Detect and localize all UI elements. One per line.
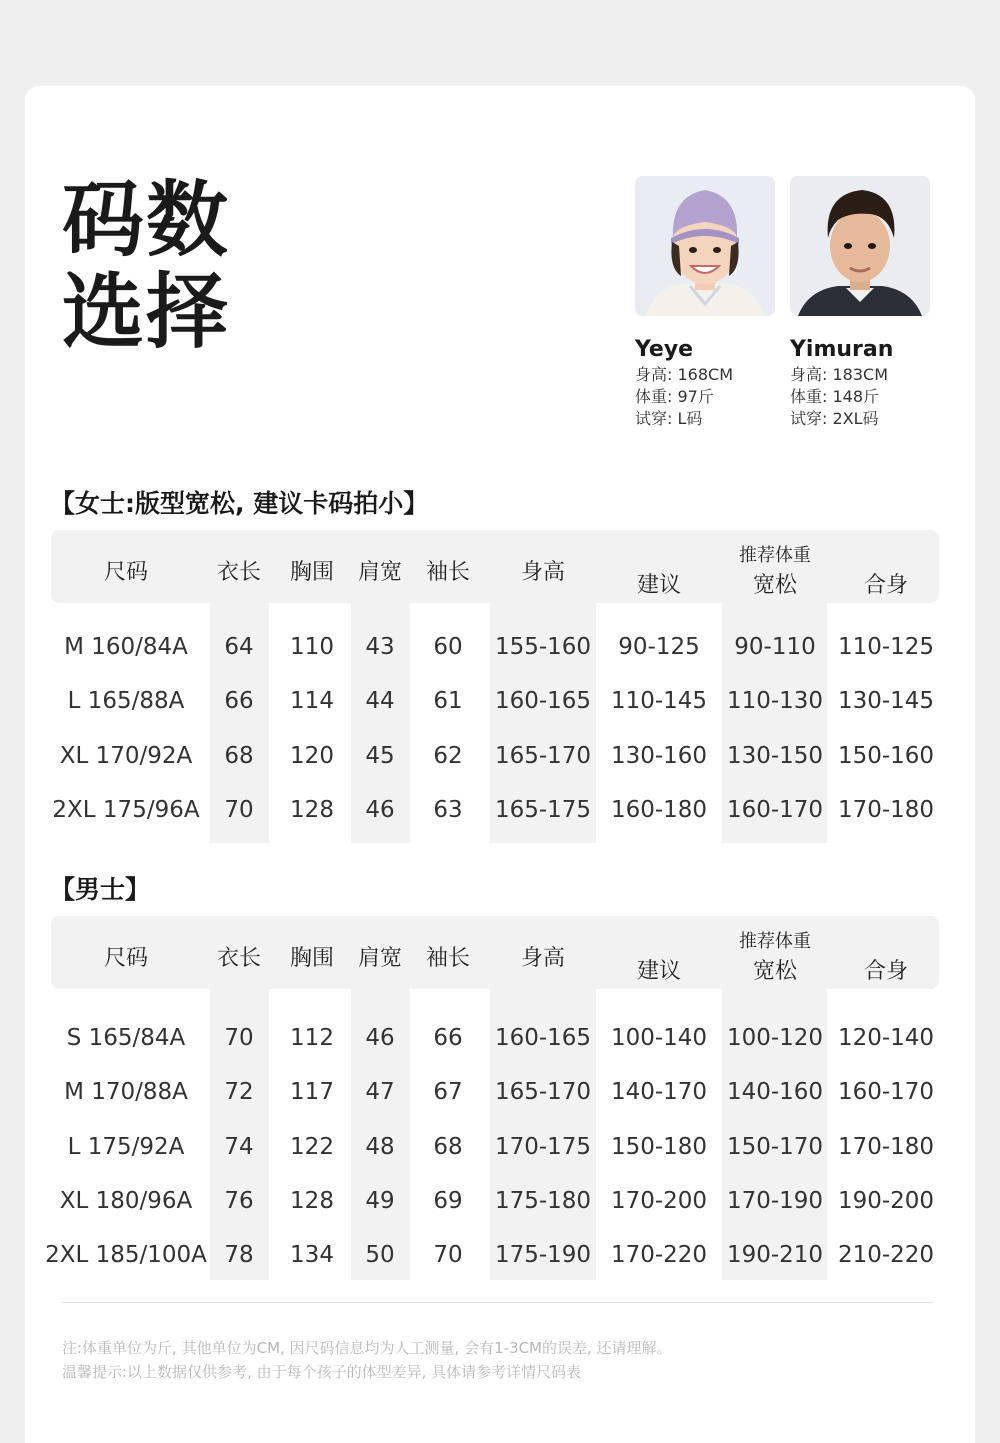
cell-height: 160-165 [494, 688, 592, 715]
cell-length: 66 [224, 688, 254, 715]
cell-fit: 210-220 [837, 1242, 935, 1269]
cell-fit: 190-200 [837, 1187, 935, 1214]
model-card-yeye [635, 176, 775, 430]
cell-size: S 165/84A [66, 1025, 186, 1051]
header-weight-group: 推荐体重 [739, 931, 811, 952]
cell-shoulder: 50 [365, 1242, 395, 1269]
cell-chest: 117 [290, 1079, 334, 1106]
cell-sleeve: 60 [433, 634, 463, 660]
cell-chest: 112 [290, 1025, 334, 1051]
cell-shoulder: 48 [365, 1133, 395, 1160]
cell-chest: 128 [290, 1187, 334, 1214]
cell-length: 70 [224, 1025, 254, 1051]
header-chest: 胸围 [289, 946, 334, 971]
cell-sleeve: 66 [433, 1025, 463, 1051]
cell-height: 175-180 [494, 1187, 592, 1214]
cell-fit: 110-125 [837, 634, 935, 660]
cell-fit: 120-140 [837, 1025, 935, 1051]
cell-size: L 165/88A [67, 688, 185, 715]
header-size: 尺码 [103, 946, 148, 971]
column-shade [722, 976, 827, 1280]
cell-suggest: 110-145 [610, 688, 708, 715]
cell-size: XL 170/92A [59, 742, 193, 769]
cell-size: M 170/88A [64, 1079, 188, 1106]
header-fit: 合身 [863, 573, 908, 598]
model-height: 身高: 183CM [790, 365, 888, 384]
header-shoulder: 肩宽 [357, 946, 402, 971]
model-weight: 体重: 148斤 [790, 387, 880, 406]
model-photo [635, 176, 775, 316]
column-shade [210, 976, 269, 1280]
cell-size: XL 180/96A [59, 1187, 193, 1214]
cell-suggest: 100-140 [610, 1025, 708, 1051]
cell-size: 2XL 185/100A [45, 1242, 207, 1269]
cell-fit: 150-160 [837, 742, 935, 769]
women-section-title: 【女士:版型宽松, 建议卡码拍小】 [50, 489, 429, 518]
cell-length: 74 [224, 1133, 254, 1160]
cell-height: 170-175 [494, 1133, 592, 1160]
cell-size: 2XL 175/96A [52, 796, 200, 823]
cell-suggest: 170-200 [610, 1187, 708, 1214]
cell-loose: 90-110 [734, 634, 816, 660]
cell-suggest: 170-220 [610, 1242, 708, 1269]
cell-length: 78 [224, 1242, 254, 1269]
header-height: 身高 [520, 560, 565, 585]
cell-sleeve: 67 [433, 1079, 463, 1106]
cell-sleeve: 61 [433, 688, 463, 715]
cell-shoulder: 47 [365, 1079, 395, 1106]
cell-sleeve: 62 [433, 742, 463, 769]
cell-loose: 110-130 [726, 688, 824, 715]
cell-fit: 160-170 [837, 1079, 935, 1106]
model-name: Yimuran [790, 337, 894, 362]
cell-length: 72 [224, 1079, 254, 1106]
cell-shoulder: 49 [365, 1187, 395, 1214]
cell-shoulder: 45 [365, 742, 395, 769]
header-shoulder: 肩宽 [357, 560, 402, 585]
cell-fit: 170-180 [837, 1133, 935, 1160]
cell-height: 175-190 [494, 1242, 592, 1269]
model-size: 试穿: 2XL码 [790, 409, 879, 428]
cell-size: L 175/92A [67, 1133, 185, 1160]
column-shade [351, 976, 410, 1280]
cell-height: 155-160 [494, 634, 592, 660]
cell-chest: 128 [290, 796, 334, 823]
header-fit: 合身 [863, 959, 908, 984]
cell-fit: 130-145 [837, 688, 935, 715]
cell-shoulder: 43 [365, 634, 395, 660]
cell-sleeve: 63 [433, 796, 463, 823]
note-units: 注:体重单位为斤, 其他单位为CM, 因尺码信息均为人工测量, 会有1-3CM的误差, 还请理解。 [62, 1339, 672, 1357]
cell-size: M 160/84A [64, 634, 188, 660]
header-suggest: 建议 [636, 573, 681, 598]
cell-suggest: 130-160 [610, 742, 708, 769]
header-loose: 宽松 [752, 573, 797, 598]
cell-chest: 114 [290, 688, 334, 715]
model-size: 试穿: L码 [635, 409, 703, 428]
cell-loose: 140-160 [726, 1079, 824, 1106]
cell-length: 68 [224, 742, 254, 769]
cell-loose: 160-170 [726, 796, 824, 823]
cell-loose: 150-170 [726, 1133, 824, 1160]
cell-sleeve: 70 [433, 1242, 463, 1269]
column-shade [490, 976, 596, 1280]
cell-suggest: 90-125 [618, 634, 700, 660]
model-name: Yeye [635, 337, 694, 362]
page-title: 码数 选择 [62, 173, 231, 360]
header-loose: 宽松 [752, 959, 797, 984]
divider [62, 1302, 934, 1303]
header-length: 衣长 [216, 946, 261, 971]
cell-loose: 170-190 [726, 1187, 824, 1214]
cell-length: 76 [224, 1187, 254, 1214]
men-section-title: 【男士】 [50, 875, 151, 904]
cell-suggest: 160-180 [610, 796, 708, 823]
cell-fit: 170-180 [837, 796, 935, 823]
cell-length: 70 [224, 796, 254, 823]
cell-height: 165-175 [494, 796, 592, 823]
cell-length: 64 [224, 634, 254, 660]
header-size: 尺码 [103, 560, 148, 585]
cell-suggest: 150-180 [610, 1133, 708, 1160]
cell-shoulder: 44 [365, 688, 395, 715]
model-photo [790, 176, 930, 316]
cell-loose: 190-210 [726, 1242, 824, 1269]
header-chest: 胸围 [289, 560, 334, 585]
cell-height: 165-170 [494, 1079, 592, 1106]
header-height: 身高 [520, 946, 565, 971]
header-sleeve: 袖长 [425, 946, 470, 971]
cell-sleeve: 69 [433, 1187, 463, 1214]
cell-chest: 134 [290, 1242, 334, 1269]
model-weight: 体重: 97斤 [635, 387, 714, 406]
cell-suggest: 140-170 [610, 1079, 708, 1106]
cell-shoulder: 46 [365, 796, 395, 823]
cell-loose: 100-120 [726, 1025, 824, 1051]
cell-chest: 122 [290, 1133, 334, 1160]
cell-height: 160-165 [494, 1025, 592, 1051]
cell-sleeve: 68 [433, 1133, 463, 1160]
header-suggest: 建议 [636, 959, 681, 984]
header-sleeve: 袖长 [425, 560, 470, 585]
cell-shoulder: 46 [365, 1025, 395, 1051]
note-tip: 温馨提示:以上数据仅供参考, 由于每个孩子的体型差异, 具体请参考详情尺码表 [62, 1363, 582, 1381]
header-weight-group: 推荐体重 [739, 545, 811, 566]
cell-height: 165-170 [494, 742, 592, 769]
cell-loose: 130-150 [726, 742, 824, 769]
cell-chest: 110 [290, 634, 334, 660]
cell-chest: 120 [290, 742, 334, 769]
model-height: 身高: 168CM [635, 365, 733, 384]
model-card-yimuran [790, 176, 930, 430]
header-length: 衣长 [216, 560, 261, 585]
